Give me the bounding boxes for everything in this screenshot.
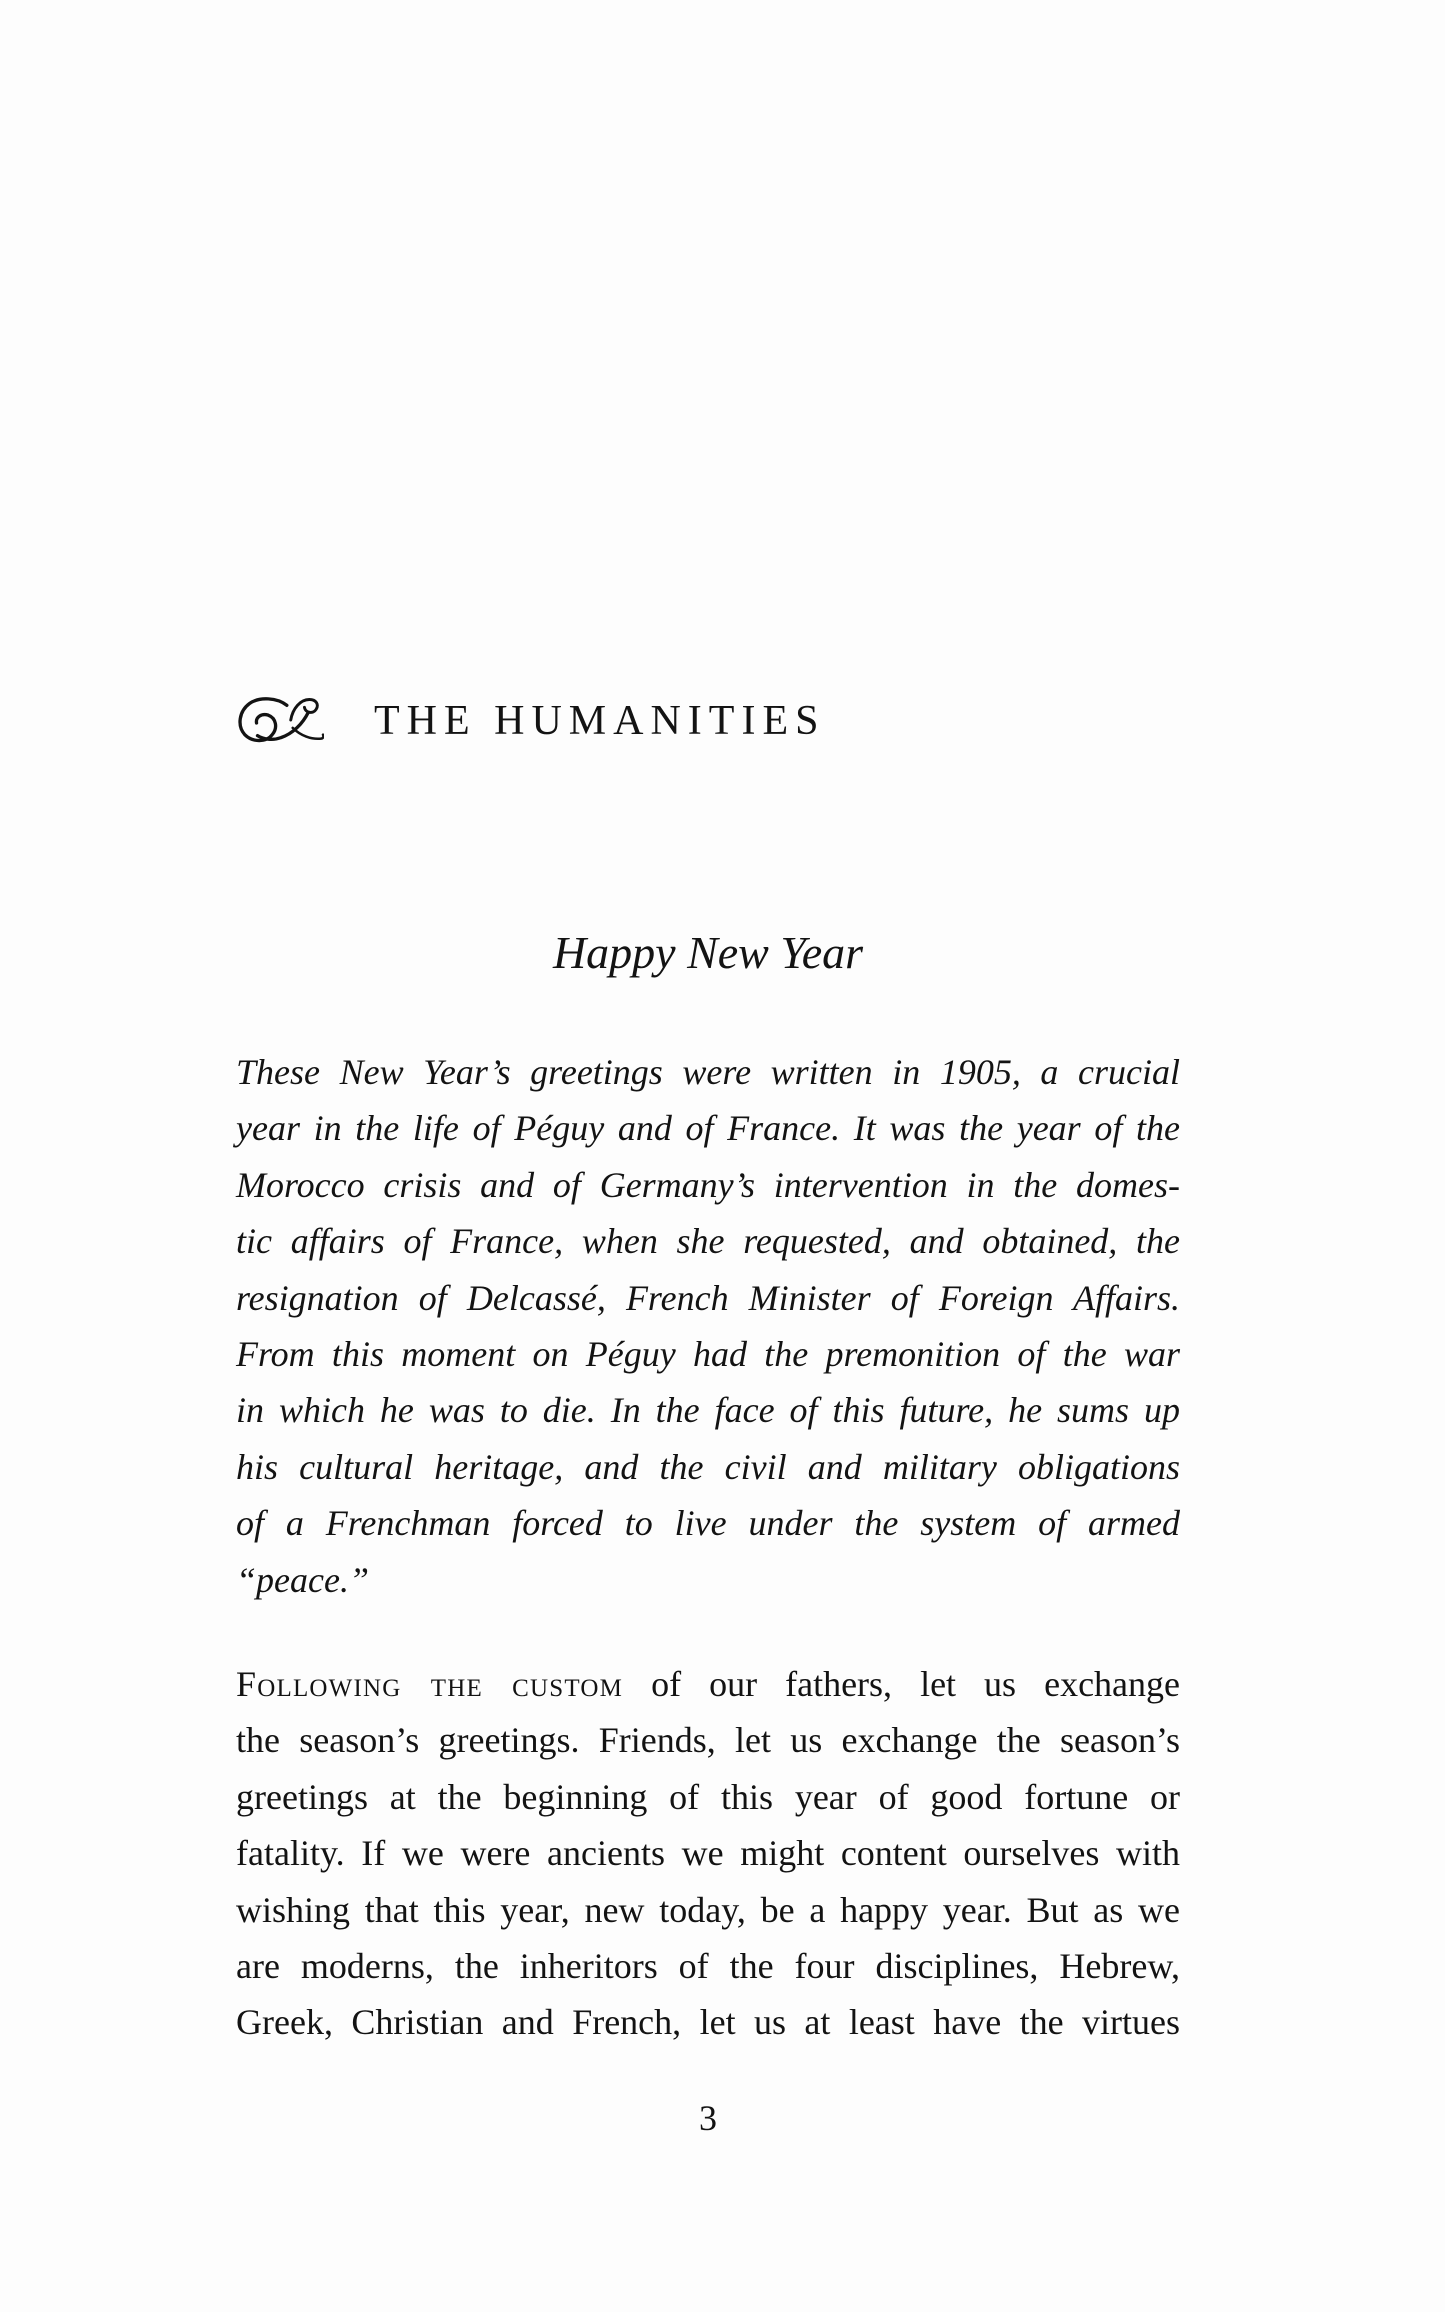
chapter-header [236, 696, 1180, 746]
intro-line: his cultural heritage, and the civil and military obligations [236, 1446, 1180, 1487]
intro-line: of a Frenchman forced to live under the system of armed [236, 1503, 1180, 1544]
intro-line: resignation of Delcassé, French Minister of Foreign Affairs. [236, 1277, 1180, 1318]
section-title: Happy New Year [552, 927, 864, 978]
smallcaps-lead: Following the custom [236, 1664, 624, 1704]
intro-line: Morocco crisis and of Germany’s intervention in the domes- [236, 1164, 1180, 1205]
body-line: fatality. If we were ancients we might content ourselves with [236, 1833, 1180, 1874]
body-line: are moderns, the inheritors of the four disciplines, Hebrew, [236, 1946, 1180, 1987]
body-line: the season’s greetings. Friends, let us exchange the season’s [236, 1720, 1180, 1761]
flourish-ornament-icon [236, 696, 324, 746]
body-line-lead [236, 1656, 1180, 1712]
intro-paragraph [236, 1044, 1180, 1608]
intro-line: in which he was to die. In the face of this future, he sums up [236, 1390, 1180, 1431]
body-line: Greek, Christian and French, let us at least have the virtues [236, 2002, 1180, 2043]
intro-line-last: “peace.” [236, 1559, 369, 1600]
body-line: wishing that this year, new today, be a happy year. But as we [236, 1889, 1180, 1930]
body-paragraph [236, 1656, 1180, 2051]
body-line: greetings at the beginning of this year of good fortune or [236, 1776, 1180, 1817]
intro-line: tic affairs of France, when she requested, and obtained, the [236, 1221, 1180, 1262]
page-number: 3 [699, 2098, 717, 2138]
chapter-title: THE HUMANITIES [374, 698, 826, 744]
lead-rest: of our fathers, let us exchange [651, 1664, 1180, 1704]
intro-line: year in the life of Péguy and of France. It was the year of the [236, 1108, 1180, 1149]
intro-line: From this moment on Péguy had the premonition of the war [236, 1334, 1180, 1375]
intro-line: These New Year’s greetings were written in 1905, a crucial [236, 1052, 1180, 1092]
